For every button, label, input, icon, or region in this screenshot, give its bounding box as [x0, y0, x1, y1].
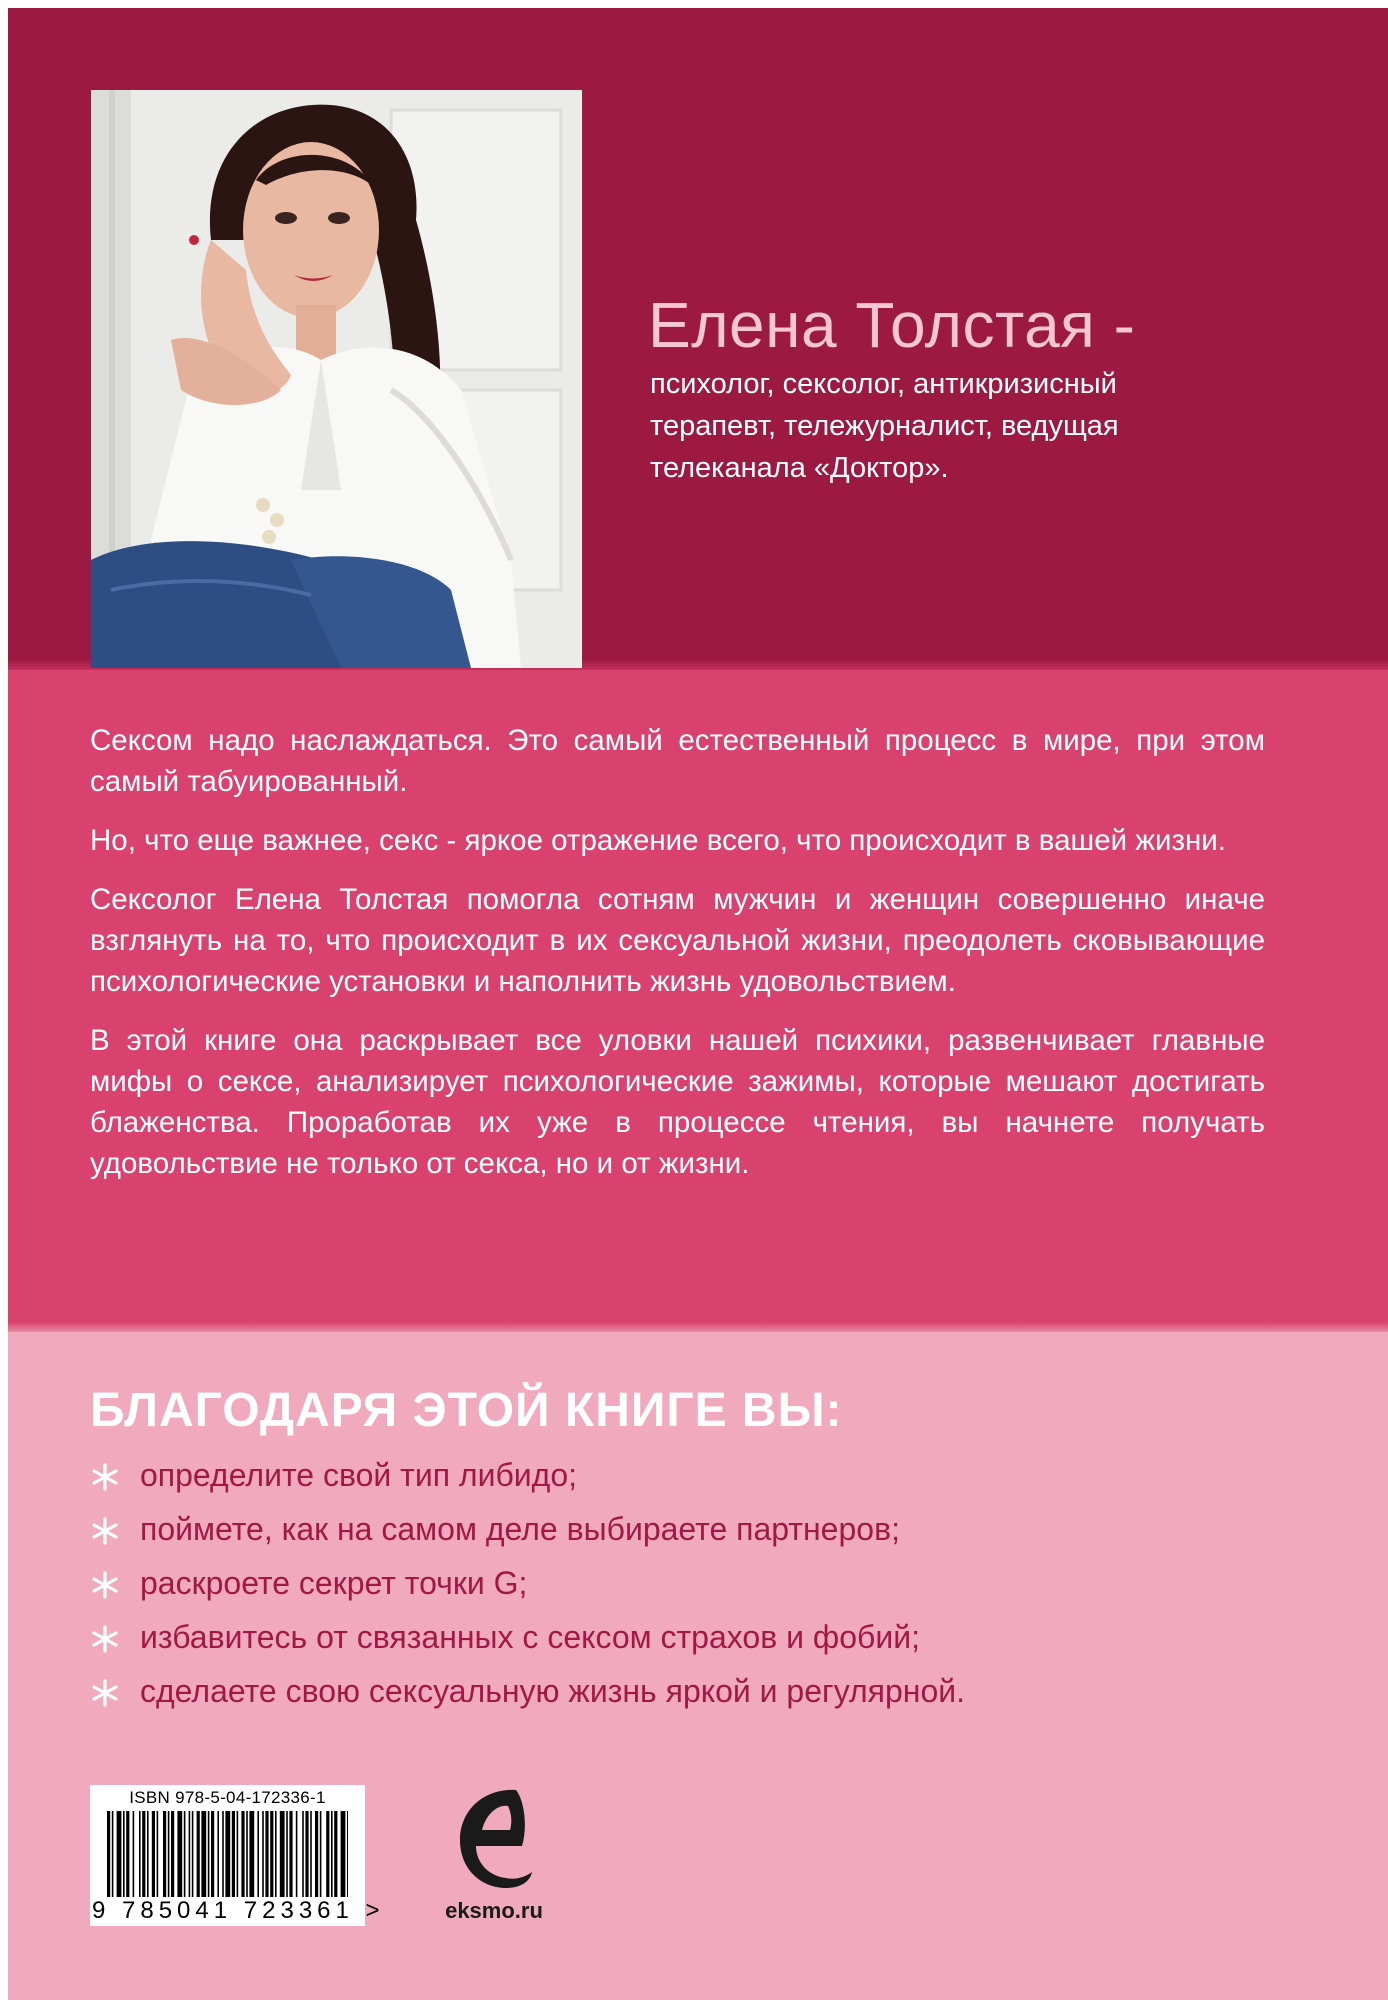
eksmo-logo-icon	[454, 1784, 534, 1894]
book-back-cover	[8, 8, 1388, 2000]
benefit-item	[90, 1610, 965, 1664]
asterisk-bullet-icon	[90, 1462, 120, 1492]
band-shadow	[8, 1322, 1388, 1332]
description-paragraph: Сексом надо наслаждаться. Это самый естественный процесс в мире, при этом самый табуированный.	[90, 724, 1265, 798]
benefits-list	[90, 1448, 965, 1718]
asterisk-bullet-icon	[90, 1678, 120, 1708]
author-bio: психолог, сексолог, антикризисный терапевт, тележурналист, ведущая телеканала «Доктор».	[650, 368, 1119, 484]
book-description	[90, 720, 1265, 1202]
benefit-item	[90, 1664, 965, 1718]
author-name: Елена Толстая -	[648, 289, 1136, 361]
benefit-text: раскроете секрет точки G;	[140, 1565, 528, 1601]
asterisk-bullet-icon	[90, 1570, 120, 1600]
asterisk-bullet-icon	[90, 1624, 120, 1654]
benefit-text: сделаете свою сексуальную жизнь яркой и регулярной.	[140, 1673, 966, 1709]
benefit-item	[90, 1556, 965, 1610]
description-paragraph: Сексолог Елена Толстая помогла сотням мужчин и женщин совершенно иначе взглянуть на то, что происходит в их сексуальной жизни, преодолеть сковывающие психологические установки и наполнить жизнь удовольствием.	[90, 883, 1265, 998]
isbn-label: ISBN 978-5-04-172336-1	[129, 1788, 326, 1807]
description-paragraph: В этой книге она раскрывает все уловки нашей психики, развенчивает главные мифы о сексе, анализирует психологические зажимы, которые мешают достигать блаженства. Проработав их уже в процессе чтения, вы начнете получать удовольствие не только от секса, но и от жизни.	[90, 1024, 1265, 1180]
description-paragraph: Но, что еще важнее, секс - яркое отражение всего, что происходит в вашей жизни.	[90, 824, 1226, 857]
barcode-digits: 9 785041 723361 >	[92, 1897, 385, 1924]
barcode-icon	[107, 1811, 348, 1897]
author-photo	[91, 90, 582, 668]
benefits-title: БЛАГОДАРЯ ЭТОЙ КНИГЕ ВЫ:	[90, 1384, 843, 1437]
publisher-site: eksmo.ru	[445, 1898, 543, 1923]
benefit-text: определите свой тип либидо;	[140, 1457, 578, 1493]
benefit-item	[90, 1448, 965, 1502]
benefit-item	[90, 1502, 965, 1556]
benefit-text: поймете, как на самом деле выбираете партнеров;	[140, 1511, 900, 1547]
asterisk-bullet-icon	[90, 1516, 120, 1546]
isbn-barcode	[90, 1785, 385, 1926]
benefit-text: избавитесь от связанных с сексом страхов и фобий;	[140, 1619, 920, 1655]
